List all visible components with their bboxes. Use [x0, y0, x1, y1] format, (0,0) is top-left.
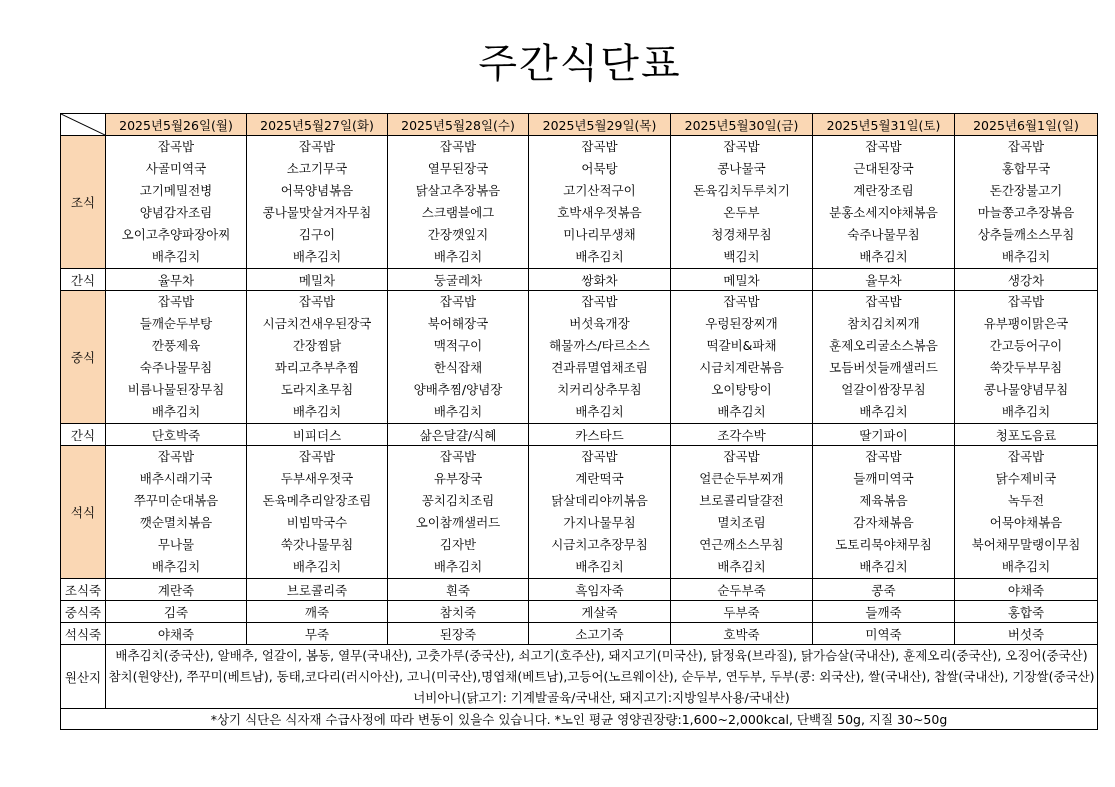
- snack2-cell: 단호박죽: [106, 424, 247, 446]
- menu-item: 홍합무국: [1001, 161, 1051, 176]
- menu-item: 쭈꾸미순대볶음: [133, 493, 219, 508]
- menu-item: 무나물: [157, 537, 195, 552]
- porridge_b-cell: 야채죽: [955, 579, 1098, 601]
- porridge_d-cell: 소고기죽: [529, 623, 671, 645]
- menu-item: 유부팽이맑은국: [983, 316, 1069, 331]
- date-header: 2025년6월1일(일): [955, 114, 1098, 136]
- menu-item: 고기산적구이: [563, 183, 636, 198]
- menu-item: 시금치계란볶음: [699, 360, 784, 375]
- menu-item: 잡곡밥: [157, 294, 195, 309]
- menu-item: 어묵야채볶음: [989, 515, 1063, 530]
- porridge_d-cell: 버섯죽: [955, 623, 1098, 645]
- menu-item: 도토리묵야채무침: [835, 537, 932, 552]
- porridge_b-cell: 계란죽: [106, 579, 247, 601]
- menu-item: 잡곡밥: [439, 139, 477, 154]
- dinner-row: [61, 446, 1098, 579]
- snack1-cell: 율무차: [106, 269, 247, 291]
- breakfast-cell: [529, 136, 671, 269]
- menu-item: 배추김치: [575, 404, 624, 419]
- dinner-cell: [388, 446, 529, 579]
- menu-item: 배추김치: [1001, 249, 1051, 264]
- origin-line: 너비아니(닭고기: 기계발골육/국내산, 돼지고기:지방일부사용/국내산): [413, 690, 790, 705]
- lunch-cell: [813, 291, 955, 424]
- menu-item: 상추들깨소스무침: [977, 227, 1075, 242]
- menu-item: 떡갈비&파채: [706, 338, 777, 353]
- menu-item: 청경채무침: [711, 227, 772, 242]
- menu-item: 시금치고추장무침: [551, 537, 648, 552]
- snack1-cell: 메밀차: [671, 269, 813, 291]
- menu-item: 얼큰순두부찌개: [699, 471, 784, 486]
- corner-cell: [61, 114, 106, 136]
- porridge_d-cell: 미역죽: [813, 623, 955, 645]
- weekly-menu-table: [60, 113, 1098, 730]
- menu-item: 가지나물무침: [563, 515, 636, 530]
- menu-item: 한식잡채: [433, 360, 483, 375]
- snack2-cell: 삶은달걀/식혜: [388, 424, 529, 446]
- menu-item: 꽈리고추부추찜: [274, 360, 360, 375]
- menu-item: 배추김치: [151, 559, 201, 574]
- porridge_l-cell: 게살죽: [529, 601, 671, 623]
- snack1-row: [61, 269, 1098, 291]
- menu-item: 양배추찜/양념장: [413, 382, 503, 397]
- menu-item: 닭살데리야끼볶음: [551, 493, 648, 508]
- menu-item: 잡곡밥: [723, 139, 760, 154]
- menu-item: 김구이: [298, 227, 336, 242]
- menu-item: 온두부: [723, 205, 760, 220]
- menu-item: 오이고추양파장아찌: [121, 227, 231, 242]
- menu-item: 돈육김치두루치기: [693, 183, 790, 198]
- menu-item: 배추김치: [575, 559, 624, 574]
- menu-item: 들깨순두부탕: [139, 316, 213, 331]
- menu-item: 계란떡국: [575, 471, 624, 486]
- menu-item: 닭살고추장볶음: [415, 183, 501, 198]
- menu-item: 녹두전: [1007, 493, 1045, 508]
- menu-item: 꽁치김치조림: [421, 493, 495, 508]
- porridge_d-cell: 야채죽: [106, 623, 247, 645]
- menu-item: 잡곡밥: [1007, 294, 1045, 309]
- dinner-cell: [813, 446, 955, 579]
- menu-item: 배추김치: [292, 404, 342, 419]
- date-header: 2025년5월30일(금): [671, 114, 813, 136]
- porridge_d-cell: 무죽: [247, 623, 388, 645]
- menu-item: 배추김치: [151, 249, 201, 264]
- menu-item: 잡곡밥: [581, 449, 618, 464]
- dinner-cell: [106, 446, 247, 579]
- menu-item: 북어채무말랭이무침: [971, 537, 1081, 552]
- menu-item: 배추김치: [859, 249, 908, 264]
- porridge_l-row: [61, 601, 1098, 623]
- menu-item: 멸치조림: [717, 515, 766, 530]
- menu-item: 감자채볶음: [853, 515, 914, 530]
- lunch-cell: [106, 291, 247, 424]
- menu-item: 제육볶음: [859, 493, 908, 508]
- breakfast-row: [61, 136, 1098, 269]
- menu-item: 배추김치: [717, 404, 766, 419]
- snack2-cell: 조각수박: [671, 424, 813, 446]
- diagonal-line-icon: [61, 114, 105, 135]
- menu-item: 해물까스/타르소스: [549, 338, 650, 353]
- menu-item: 숙주나물무침: [847, 227, 920, 242]
- porridge_d-row: [61, 623, 1098, 645]
- snack2-cell: 카스타드: [529, 424, 671, 446]
- menu-item: 돈간장불고기: [989, 183, 1063, 198]
- menu-item: 스크램블에그: [421, 205, 495, 220]
- menu-item: 잡곡밥: [581, 139, 618, 154]
- porridge_l-cell: 두부죽: [671, 601, 813, 623]
- menu-item: 버섯육개장: [569, 316, 630, 331]
- menu-item: 미나리무생채: [563, 227, 636, 242]
- menu-item: 돈육메추리알장조림: [262, 493, 372, 508]
- menu-item: 근대된장국: [853, 161, 914, 176]
- meal-label-porridge_b: 조식죽: [61, 579, 106, 601]
- menu-item: 잡곡밥: [723, 449, 760, 464]
- menu-item: 잡곡밥: [157, 139, 195, 154]
- menu-item: 깻순멸치볶음: [139, 515, 213, 530]
- breakfast-cell: [388, 136, 529, 269]
- menu-item: 잡곡밥: [298, 294, 336, 309]
- menu-item: 배추김치: [151, 404, 201, 419]
- snack2-cell: 비피더스: [247, 424, 388, 446]
- menu-item: 견과류멸엽채조림: [551, 360, 648, 375]
- menu-item: 배추김치: [292, 249, 342, 264]
- dinner-cell: [671, 446, 813, 579]
- breakfast-cell: [955, 136, 1098, 269]
- menu-item: 배추김치: [717, 559, 766, 574]
- menu-item: 간고등어구이: [989, 338, 1063, 353]
- meal-label-dinner: 석식: [61, 446, 106, 579]
- menu-item: 호박새우젓볶음: [557, 205, 642, 220]
- meal-label-origin: 원산지: [61, 645, 106, 709]
- breakfast-cell: [813, 136, 955, 269]
- lunch-cell: [955, 291, 1098, 424]
- snack1-cell: 율무차: [813, 269, 955, 291]
- menu-item: 사골미역국: [145, 161, 207, 176]
- menu-item: 콩나물국: [717, 161, 766, 176]
- lunch-cell: [671, 291, 813, 424]
- breakfast-cell: [106, 136, 247, 269]
- menu-item: 닭수제비국: [995, 471, 1057, 486]
- lunch-cell: [388, 291, 529, 424]
- menu-item: 잡곡밥: [439, 294, 477, 309]
- lunch-row: [61, 291, 1098, 424]
- menu-item: 오이참깨샐러드: [415, 515, 501, 530]
- menu-item: 잡곡밥: [1007, 449, 1045, 464]
- menu-item: 배추김치: [1001, 404, 1051, 419]
- menu-item: 콩나물맛살겨자무침: [262, 205, 372, 220]
- menu-item: 배추김치: [433, 559, 483, 574]
- menu-item: 소고기무국: [286, 161, 348, 176]
- menu-item: 잡곡밥: [865, 139, 902, 154]
- menu-item: 배추김치: [859, 559, 908, 574]
- menu-item: 깐풍제육: [151, 338, 201, 353]
- date-header: 2025년5월26일(월): [106, 114, 247, 136]
- menu-item: 배추김치: [433, 249, 483, 264]
- menu-item: 연근깨소스무침: [699, 537, 784, 552]
- menu-item: 잡곡밥: [1007, 139, 1045, 154]
- menu-item: 분홍소세지야채볶음: [829, 205, 938, 220]
- meal-label-porridge_l: 중식죽: [61, 601, 106, 623]
- menu-item: 우렁된장찌개: [705, 316, 778, 331]
- snack1-cell: 둥굴레차: [388, 269, 529, 291]
- snack2-cell: 딸기파이: [813, 424, 955, 446]
- menu-item: 간장찜닭: [292, 338, 342, 353]
- dinner-cell: [955, 446, 1098, 579]
- breakfast-cell: [671, 136, 813, 269]
- menu-item: 참치김치찌개: [847, 316, 920, 331]
- page-title: 주간식단표: [478, 41, 682, 87]
- lunch-cell: [247, 291, 388, 424]
- menu-item: 열무된장국: [427, 161, 489, 176]
- menu-item: 잡곡밥: [439, 449, 477, 464]
- menu-item: 배추시래기국: [139, 471, 213, 486]
- porridge_l-cell: 참치죽: [388, 601, 529, 623]
- menu-item: 배추김치: [1001, 559, 1051, 574]
- menu-item: 맥적구이: [433, 338, 483, 353]
- meal-label-lunch: 중식: [61, 291, 106, 424]
- menu-item: 어묵양념볶음: [280, 183, 354, 198]
- snack1-cell: 메밀차: [247, 269, 388, 291]
- menu-item: 김자반: [439, 537, 477, 552]
- date-header: 2025년5월31일(토): [813, 114, 955, 136]
- footnote: *상기 식단은 식자재 수급사정에 따라 변동이 있을수 있습니다. *노인 평균 영양권장량:1,600~2,000kcal, 단백질 50g, 지질 30~50g: [61, 709, 1098, 730]
- breakfast-cell: [247, 136, 388, 269]
- menu-item: 간장깻잎지: [427, 227, 489, 242]
- meal-label-snack1: 간식: [61, 269, 106, 291]
- menu-item: 비빔막국수: [286, 515, 348, 530]
- lunch-cell: [529, 291, 671, 424]
- menu-item: 배추김치: [859, 404, 908, 419]
- origin-row: [61, 645, 1098, 709]
- menu-item: 쑥갓나물무침: [280, 537, 354, 552]
- menu-item: 잡곡밥: [157, 449, 195, 464]
- menu-item: 잡곡밥: [723, 294, 760, 309]
- porridge_l-cell: 깨죽: [247, 601, 388, 623]
- menu-item: 치커리상추무침: [557, 382, 642, 397]
- porridge_d-cell: 호박죽: [671, 623, 813, 645]
- menu-item: 비름나물된장무침: [127, 382, 225, 397]
- menu-item: 콩나물양념무침: [983, 382, 1069, 397]
- porridge_l-cell: 홍합죽: [955, 601, 1098, 623]
- meal-label-breakfast: 조식: [61, 136, 106, 269]
- menu-item: 숙주나물무침: [139, 360, 213, 375]
- menu-item: 두부새우젓국: [280, 471, 354, 486]
- menu-item: 양념감자조림: [139, 205, 213, 220]
- snack1-cell: 쌍화차: [529, 269, 671, 291]
- menu-item: 잡곡밥: [298, 449, 336, 464]
- porridge_b-row: [61, 579, 1098, 601]
- menu-item: 유부장국: [433, 471, 483, 486]
- snack2-cell: 청포도음료: [955, 424, 1098, 446]
- porridge_b-cell: 흑임자죽: [529, 579, 671, 601]
- origin-info: [106, 645, 1098, 709]
- menu-item: 북어해장국: [427, 316, 489, 331]
- dinner-cell: [529, 446, 671, 579]
- menu-item: 들깨미역국: [853, 471, 914, 486]
- menu-item: 쑥갓두부무침: [989, 360, 1063, 375]
- menu-item: 잡곡밥: [581, 294, 618, 309]
- menu-item: 훈제오리굴소스볶음: [829, 338, 938, 353]
- porridge_b-cell: 브로콜리죽: [247, 579, 388, 601]
- snack2-row: [61, 424, 1098, 446]
- date-header: 2025년5월29일(목): [529, 114, 671, 136]
- menu-item: 모듬버섯들깨샐러드: [829, 360, 938, 375]
- porridge_b-cell: 흰죽: [388, 579, 529, 601]
- menu-item: 잡곡밥: [865, 294, 902, 309]
- snack1-cell: 생강차: [955, 269, 1098, 291]
- porridge_b-cell: 콩죽: [813, 579, 955, 601]
- date-header: 2025년5월27일(화): [247, 114, 388, 136]
- menu-item: 도라지초무침: [280, 382, 354, 397]
- menu-item: 시금치건새우된장국: [262, 316, 372, 331]
- menu-item: 배추김치: [575, 249, 624, 264]
- menu-item: 브로콜리달걀전: [699, 493, 784, 508]
- date-header-row: [61, 114, 1098, 136]
- menu-item: 배추김치: [292, 559, 342, 574]
- meal-label-porridge_d: 석식죽: [61, 623, 106, 645]
- porridge_l-cell: 김죽: [106, 601, 247, 623]
- menu-item: 잡곡밥: [865, 449, 902, 464]
- menu-item: 어묵탕: [581, 161, 618, 176]
- menu-item: 잡곡밥: [298, 139, 336, 154]
- porridge_l-cell: 들깨죽: [813, 601, 955, 623]
- menu-item: 배추김치: [433, 404, 483, 419]
- note-row: [61, 709, 1098, 730]
- menu-item: 얼갈이쌈장무침: [841, 382, 926, 397]
- menu-item: 오이탕탕이: [711, 382, 772, 397]
- origin-line: 배추김치(중국산), 알배추, 얼갈이, 봄동, 열무(국내산), 고춧가루(중국산), 쇠고기(호주산), 돼지고기(미국산), 닭정육(브라질), 닭가슴살(국내산), 훈제오리(중국산), 오징어(중국산): [115, 648, 1088, 663]
- dinner-cell: [247, 446, 388, 579]
- porridge_b-cell: 순두부죽: [671, 579, 813, 601]
- menu-item: 마늘쫑고추장볶음: [977, 205, 1075, 220]
- menu-item: 고기메밀전병: [139, 183, 213, 198]
- meal-label-snack2: 간식: [61, 424, 106, 446]
- menu-item: 백김치: [723, 249, 760, 264]
- porridge_d-cell: 된장죽: [388, 623, 529, 645]
- origin-line: 참치(원양산), 쭈꾸미(베트남), 동태,코다리(러시아산), 고니(미국산),명엽채(베트남),고등어(노르웨이산), 순두부, 연두부, 두부(콩: 외국산), 쌀(국내산), 찹쌀(국내산), 기장쌀(중국산): [108, 669, 1095, 684]
- menu-item: 계란장조림: [853, 183, 914, 198]
- date-header: 2025년5월28일(수): [388, 114, 529, 136]
